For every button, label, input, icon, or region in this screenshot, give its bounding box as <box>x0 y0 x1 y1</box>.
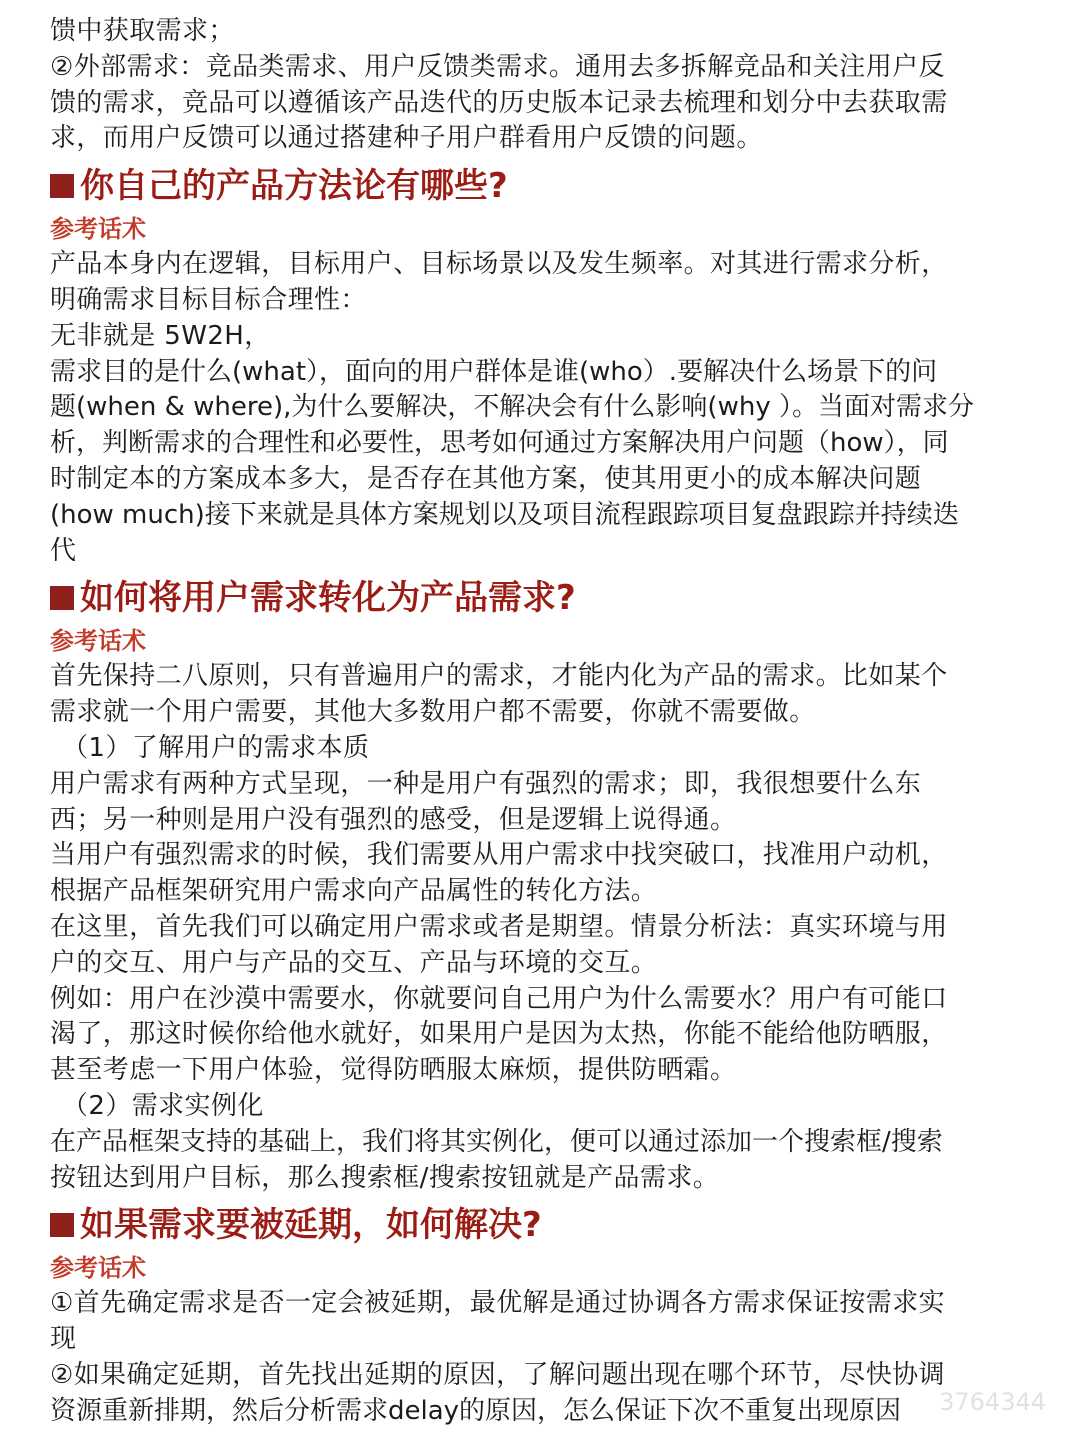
square-bullet-icon <box>50 586 74 610</box>
text-line: ②如果确定延期，首先找出延期的原因，了解问题出现在哪个环节，尽快协调 <box>50 1359 945 1390</box>
section-user-to-product <box>50 573 1040 1196</box>
square-bullet-icon <box>50 174 74 198</box>
text-line: 当用户有强烈需求的时候，我们需要从用户需求中找突破口，找准用户动机， <box>50 840 948 871</box>
text-line: 明确需求目标目标合理性： <box>50 284 367 315</box>
text-line: 户的交互、用户与产品的交互、产品与环境的交互。 <box>50 947 658 978</box>
reference-label: 参考话术 <box>50 215 146 244</box>
text-line: 甚至考虑一下用户体验，觉得防晒服太麻烦，提供防晒霜。 <box>50 1055 737 1086</box>
document-page <box>50 14 1040 1430</box>
text-line: 题(when & where),为什么要解决，不解决会有什么影响(why ）。当面对需求分 <box>50 392 974 423</box>
text-line: 时制定本的方案成本多大，是否存在其他方案，使其用更小的成本解决问题 <box>50 463 922 494</box>
section-title: 如何将用户需求转化为产品需求? <box>80 578 576 619</box>
reference-label: 参考话术 <box>50 627 146 656</box>
section-heading <box>50 573 1040 623</box>
text-line: 现 <box>50 1324 77 1355</box>
section-title: 你自己的产品方法论有哪些? <box>80 166 508 207</box>
text-line: 根据产品框架研究用户需求向产品属性的转化方法。 <box>50 876 658 907</box>
text-line: 按钮达到用户目标，那么搜索框/搜索按钮就是产品需求。 <box>50 1162 720 1193</box>
text-line: 首先保持二八原则，只有普遍用户的需求，才能内化为产品的需求。比如某个 <box>50 661 948 692</box>
text-line: 需求目的是什么(what），面向的用户群体是谁(who）.要解决什么场景下的问 <box>50 356 938 387</box>
text-line: 析，判断需求的合理性和必要性，思考如何通过方案解决用户问题（how），同 <box>50 428 949 459</box>
text-line: 馈中获取需求； <box>50 16 235 46</box>
text-line: 需求就一个用户需要，其他大多数用户都不需要，你就不需要做。 <box>50 697 816 728</box>
text-line: ①首先确定需求是否一定会被延期，最优解是通过协调各方需求保证按需求实 <box>50 1288 945 1319</box>
text-line: 用户需求有两种方式呈现，一种是用户有强烈的需求；即，我很想要什么东 <box>50 768 922 799</box>
text-line: （2）需求实例化 <box>62 1090 264 1121</box>
text-line: ②外部需求：竞品类需求、用户反馈类需求。通用去多拆解竞品和关注用户反 <box>50 51 945 82</box>
section-methodology <box>50 161 1040 569</box>
text-line: 例如：用户在沙漠中需要水，你就要问自己用户为什么需要水？用户有可能口 <box>50 983 948 1014</box>
text-line: (how much)接下来就是具体方案规划以及项目流程跟踪项目复盘跟踪并持续迭 <box>50 499 959 530</box>
text-line: 在产品框架支持的基础上，我们将其实例化，便可以通过添加一个搜索框/搜索 <box>50 1126 943 1157</box>
reference-label: 参考话术 <box>50 1254 146 1283</box>
section-heading <box>50 1200 1040 1250</box>
intro-paragraph <box>50 14 1040 157</box>
text-line: 渴了，那这时候你给他水就好，如果用户是因为太热，你能不能给他防晒服， <box>50 1019 948 1050</box>
text-line: 在这里，首先我们可以确定用户需求或者是期望。情景分析法：真实环境与用 <box>50 911 948 942</box>
text-line: 代 <box>50 535 77 566</box>
text-line: 产品本身内在逻辑，目标用户、目标场景以及发生频率。对其进行需求分析， <box>50 249 948 280</box>
section-heading <box>50 161 1040 211</box>
text-line: 西；另一种则是用户没有强烈的感受，但是逻辑上说得通。 <box>50 804 737 835</box>
square-bullet-icon <box>50 1213 74 1237</box>
text-line: 资源重新排期，然后分析需求delay的原因，怎么保证下次不重复出现原因 <box>50 1395 902 1426</box>
text-line: 无非就是 5W2H， <box>50 320 271 351</box>
watermark: 3764344 <box>939 1388 1046 1416</box>
section-delay <box>50 1200 1040 1429</box>
text-line: （1）了解用户的需求本质 <box>62 732 370 763</box>
text-line: 馈的需求，竞品可以遵循该产品迭代的历史版本记录去梳理和划分中去获取需 <box>50 87 948 118</box>
section-title: 如果需求要被延期，如何解决? <box>80 1205 542 1246</box>
text-line: 求，而用户反馈可以通过搭建种子用户群看用户反馈的问题。 <box>50 123 763 154</box>
